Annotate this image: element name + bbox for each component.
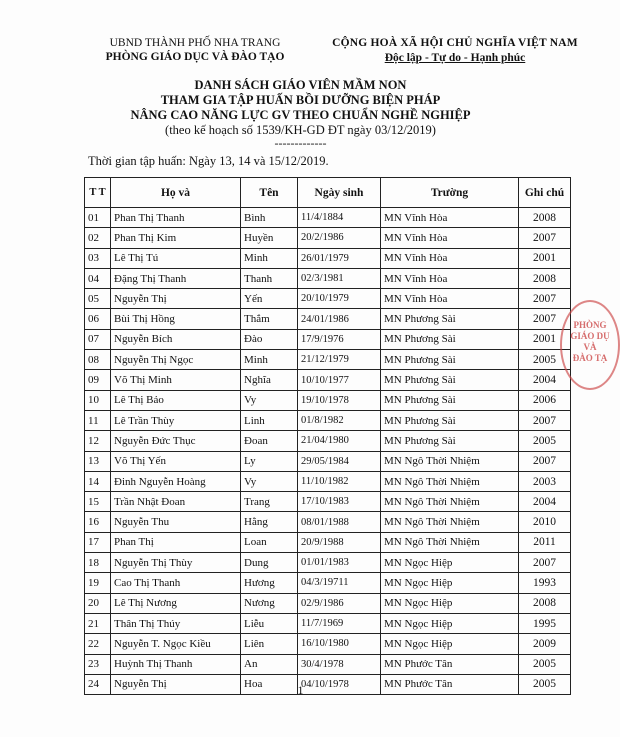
cell-note: 2005 <box>519 654 571 674</box>
cell-dob: 26/01/1979 <box>298 248 381 268</box>
cell-tt: 15 <box>85 492 111 512</box>
cell-ten: Thanh <box>241 268 298 288</box>
cell-note: 2007 <box>519 451 571 471</box>
header-dob: Ngày sinh <box>298 178 381 208</box>
cell-school: MN Ngô Thời Nhiệm <box>381 451 519 471</box>
cell-dob: 11/4/1884 <box>298 208 381 228</box>
cell-ho: Võ Thị Yến <box>111 451 241 471</box>
table-row <box>85 329 571 349</box>
table-row <box>85 309 571 329</box>
cell-dob: 02/3/1981 <box>298 268 381 288</box>
cell-ten: Vy <box>241 390 298 410</box>
table-row <box>85 390 571 410</box>
table-row <box>85 593 571 613</box>
cell-school: MN Vĩnh Hòa <box>381 248 519 268</box>
table-row <box>85 410 571 430</box>
cell-ten: Đoan <box>241 431 298 451</box>
cell-ten: Linh <box>241 410 298 430</box>
cell-school: MN Phương Sài <box>381 309 519 329</box>
cell-tt: 11 <box>85 410 111 430</box>
cell-ho: Phan Thị Thanh <box>111 208 241 228</box>
cell-school: MN Ngọc Hiệp <box>381 593 519 613</box>
header-note: Ghi chú <box>519 178 571 208</box>
cell-note: 2001 <box>519 248 571 268</box>
cell-ho: Nguyễn T. Ngọc Kiều <box>111 634 241 654</box>
cell-note: 2003 <box>519 471 571 491</box>
table-row <box>85 492 571 512</box>
cell-ten: Nương <box>241 593 298 613</box>
cell-tt: 03 <box>85 248 111 268</box>
cell-tt: 21 <box>85 613 111 633</box>
cell-ho: Nguyễn Thị <box>111 289 241 309</box>
cell-ho: Thân Thị Thúy <box>111 613 241 633</box>
cell-ho: Nguyễn Thị <box>111 674 241 694</box>
cell-ho: Trần Nhật Đoan <box>111 492 241 512</box>
cell-dob: 17/9/1976 <box>298 329 381 349</box>
cell-note: 2006 <box>519 390 571 410</box>
cell-tt: 20 <box>85 593 111 613</box>
national-header <box>305 36 605 66</box>
cell-dob: 29/05/1984 <box>298 451 381 471</box>
table-row <box>85 512 571 532</box>
cell-dob: 20/2/1986 <box>298 228 381 248</box>
cell-school: MN Ngô Thời Nhiệm <box>381 512 519 532</box>
header-tt: T T <box>85 178 111 208</box>
cell-ho: Nguyễn Thu <box>111 512 241 532</box>
cell-dob: 01/8/1982 <box>298 410 381 430</box>
header-ten: Tên <box>241 178 298 208</box>
title-divider: ------------- <box>274 136 327 150</box>
cell-ho: Phan Thị <box>111 532 241 552</box>
cell-school: MN Phương Sài <box>381 390 519 410</box>
cell-ten: Dung <box>241 553 298 573</box>
table-row <box>85 532 571 552</box>
cell-note: 1993 <box>519 573 571 593</box>
cell-dob: 04/3/19711 <box>298 573 381 593</box>
cell-tt: 02 <box>85 228 111 248</box>
table-row <box>85 573 571 593</box>
cell-school: MN Ngô Thời Nhiệm <box>381 532 519 552</box>
cell-note: 1995 <box>519 613 571 633</box>
cell-dob: 30/4/1978 <box>298 654 381 674</box>
cell-tt: 19 <box>85 573 111 593</box>
cell-note: 2004 <box>519 370 571 390</box>
cell-ten: Hoa <box>241 674 298 694</box>
title-plan-reference: (theo kế hoạch số 1539/KH-GD ĐT ngày 03/12/2019) <box>165 123 436 137</box>
cell-ten: Yến <box>241 289 298 309</box>
cell-ho: Cao Thị Thanh <box>111 573 241 593</box>
cell-dob: 01/01/1983 <box>298 553 381 573</box>
cell-school: MN Ngọc Hiệp <box>381 613 519 633</box>
table-row <box>85 248 571 268</box>
cell-note: 2001 <box>519 329 571 349</box>
official-stamp: PHÒNG GIÁO DỤ VÀ ĐÀO TẠ <box>560 300 620 390</box>
table-row <box>85 613 571 633</box>
cell-school: MN Phương Sài <box>381 410 519 430</box>
title-line-3: NÂNG CAO NĂNG LỰC GV THEO CHUẨN NGHỀ NGHIỆP <box>130 108 471 122</box>
cell-ho: Đinh Nguyễn Hoàng <box>111 471 241 491</box>
cell-tt: 17 <box>85 532 111 552</box>
cell-ho: Nguyễn Thị Ngọc <box>111 350 241 370</box>
agency-line-2: PHÒNG GIÁO DỤC VÀ ĐÀO TẠO <box>105 51 285 63</box>
training-time: Thời gian tập huấn: Ngày 13, 14 và 15/12/2019. <box>88 154 329 168</box>
cell-ho: Huỳnh Thị Thanh <box>111 654 241 674</box>
cell-school: MN Vĩnh Hòa <box>381 228 519 248</box>
title-line-1: DANH SÁCH GIÁO VIÊN MẦM NON <box>194 78 407 92</box>
cell-school: MN Vĩnh Hòa <box>381 208 519 228</box>
cell-dob: 04/10/1978 <box>298 674 381 694</box>
cell-ten: Trang <box>241 492 298 512</box>
cell-ho: Lê Thị Bảo <box>111 390 241 410</box>
title-line-2: THAM GIA TẬP HUẤN BỒI DƯỠNG BIỆN PHÁP <box>160 93 441 107</box>
cell-ho: Võ Thị Minh <box>111 370 241 390</box>
cell-school: MN Phước Tân <box>381 654 519 674</box>
cell-dob: 20/10/1979 <box>298 289 381 309</box>
table-row <box>85 289 571 309</box>
cell-note: 2005 <box>519 674 571 694</box>
cell-tt: 10 <box>85 390 111 410</box>
cell-school: MN Ngô Thời Nhiệm <box>381 471 519 491</box>
cell-ho: Lê Thị Tú <box>111 248 241 268</box>
cell-school: MN Phương Sài <box>381 431 519 451</box>
cell-school: MN Vĩnh Hòa <box>381 268 519 288</box>
cell-dob: 21/12/1979 <box>298 350 381 370</box>
cell-ho: Đặng Thị Thanh <box>111 268 241 288</box>
cell-ten: Thắm <box>241 309 298 329</box>
cell-ten: Huyền <box>241 228 298 248</box>
cell-ho: Nguyễn Bích <box>111 329 241 349</box>
cell-note: 2007 <box>519 309 571 329</box>
table-row <box>85 654 571 674</box>
cell-school: MN Ngọc Hiệp <box>381 634 519 654</box>
cell-tt: 23 <box>85 654 111 674</box>
cell-dob: 10/10/1977 <box>298 370 381 390</box>
cell-school: MN Phương Sài <box>381 329 519 349</box>
cell-dob: 11/7/1969 <box>298 613 381 633</box>
cell-school: MN Phương Sài <box>381 350 519 370</box>
cell-note: 2009 <box>519 634 571 654</box>
cell-school: MN Ngọc Hiệp <box>381 553 519 573</box>
table-row <box>85 553 571 573</box>
cell-school: MN Ngọc Hiệp <box>381 573 519 593</box>
document-title <box>0 78 601 148</box>
cell-tt: 06 <box>85 309 111 329</box>
cell-tt: 08 <box>85 350 111 370</box>
table-row <box>85 268 571 288</box>
cell-note: 2008 <box>519 268 571 288</box>
cell-ten: Vy <box>241 471 298 491</box>
cell-note: 2005 <box>519 431 571 451</box>
cell-tt: 14 <box>85 471 111 491</box>
agency-header <box>95 36 295 64</box>
table-row <box>85 208 571 228</box>
cell-tt: 01 <box>85 208 111 228</box>
header-ho: Họ và <box>111 178 241 208</box>
cell-note: 2010 <box>519 512 571 532</box>
cell-dob: 20/9/1988 <box>298 532 381 552</box>
cell-ho: Bùi Thị Hồng <box>111 309 241 329</box>
cell-ten: Liễu <box>241 613 298 633</box>
cell-tt: 12 <box>85 431 111 451</box>
cell-dob: 16/10/1980 <box>298 634 381 654</box>
cell-ho: Nguyễn Thị Thùy <box>111 553 241 573</box>
cell-note: 2007 <box>519 289 571 309</box>
cell-ho: Nguyễn Đức Thục <box>111 431 241 451</box>
cell-school: MN Ngô Thời Nhiệm <box>381 492 519 512</box>
cell-ten: Nghĩa <box>241 370 298 390</box>
header-school: Trường <box>381 178 519 208</box>
cell-note: 2007 <box>519 410 571 430</box>
table-row <box>85 634 571 654</box>
cell-dob: 19/10/1978 <box>298 390 381 410</box>
table-row <box>85 370 571 390</box>
cell-ten: Ly <box>241 451 298 471</box>
cell-ten: Loan <box>241 532 298 552</box>
cell-dob: 24/01/1986 <box>298 309 381 329</box>
cell-ho: Lê Thị Nương <box>111 593 241 613</box>
cell-school: MN Phước Tân <box>381 674 519 694</box>
cell-dob: 21/04/1980 <box>298 431 381 451</box>
cell-ten: An <box>241 654 298 674</box>
cell-note: 2007 <box>519 228 571 248</box>
cell-note: 2008 <box>519 593 571 613</box>
cell-dob: 17/10/1983 <box>298 492 381 512</box>
cell-note: 2011 <box>519 532 571 552</box>
cell-ten: Hương <box>241 573 298 593</box>
cell-tt: 09 <box>85 370 111 390</box>
cell-dob: 02/9/1986 <box>298 593 381 613</box>
cell-ten: Liên <box>241 634 298 654</box>
cell-ho: Lê Trần Thùy <box>111 410 241 430</box>
cell-tt: 07 <box>85 329 111 349</box>
table-header-row <box>85 178 571 208</box>
teacher-table <box>84 177 571 695</box>
cell-ten: Minh <box>241 248 298 268</box>
cell-note: 2004 <box>519 492 571 512</box>
agency-line-1: UBND THÀNH PHỐ NHA TRANG <box>109 37 281 49</box>
page-number: 1 <box>297 683 304 697</box>
cell-tt: 16 <box>85 512 111 532</box>
cell-dob: 08/01/1988 <box>298 512 381 532</box>
cell-tt: 22 <box>85 634 111 654</box>
cell-ten: Hằng <box>241 512 298 532</box>
motto: Độc lập - Tự do - Hạnh phúc <box>384 52 526 64</box>
table-row <box>85 431 571 451</box>
cell-ten: Minh <box>241 350 298 370</box>
cell-tt: 24 <box>85 674 111 694</box>
table-row <box>85 228 571 248</box>
republic-title: CỘNG HOÀ XÃ HỘI CHỦ NGHĨA VIỆT NAM <box>332 37 578 49</box>
cell-dob: 11/10/1982 <box>298 471 381 491</box>
cell-tt: 13 <box>85 451 111 471</box>
table-row <box>85 451 571 471</box>
cell-school: MN Vĩnh Hòa <box>381 289 519 309</box>
table-row <box>85 471 571 491</box>
cell-note: 2005 <box>519 350 571 370</box>
cell-note: 2007 <box>519 553 571 573</box>
table-body <box>85 208 571 695</box>
cell-tt: 04 <box>85 268 111 288</box>
cell-tt: 18 <box>85 553 111 573</box>
cell-tt: 05 <box>85 289 111 309</box>
table-row <box>85 350 571 370</box>
cell-school: MN Phương Sài <box>381 370 519 390</box>
cell-ho: Phan Thị Kim <box>111 228 241 248</box>
cell-ten: Đào <box>241 329 298 349</box>
cell-note: 2008 <box>519 208 571 228</box>
cell-ten: Bình <box>241 208 298 228</box>
